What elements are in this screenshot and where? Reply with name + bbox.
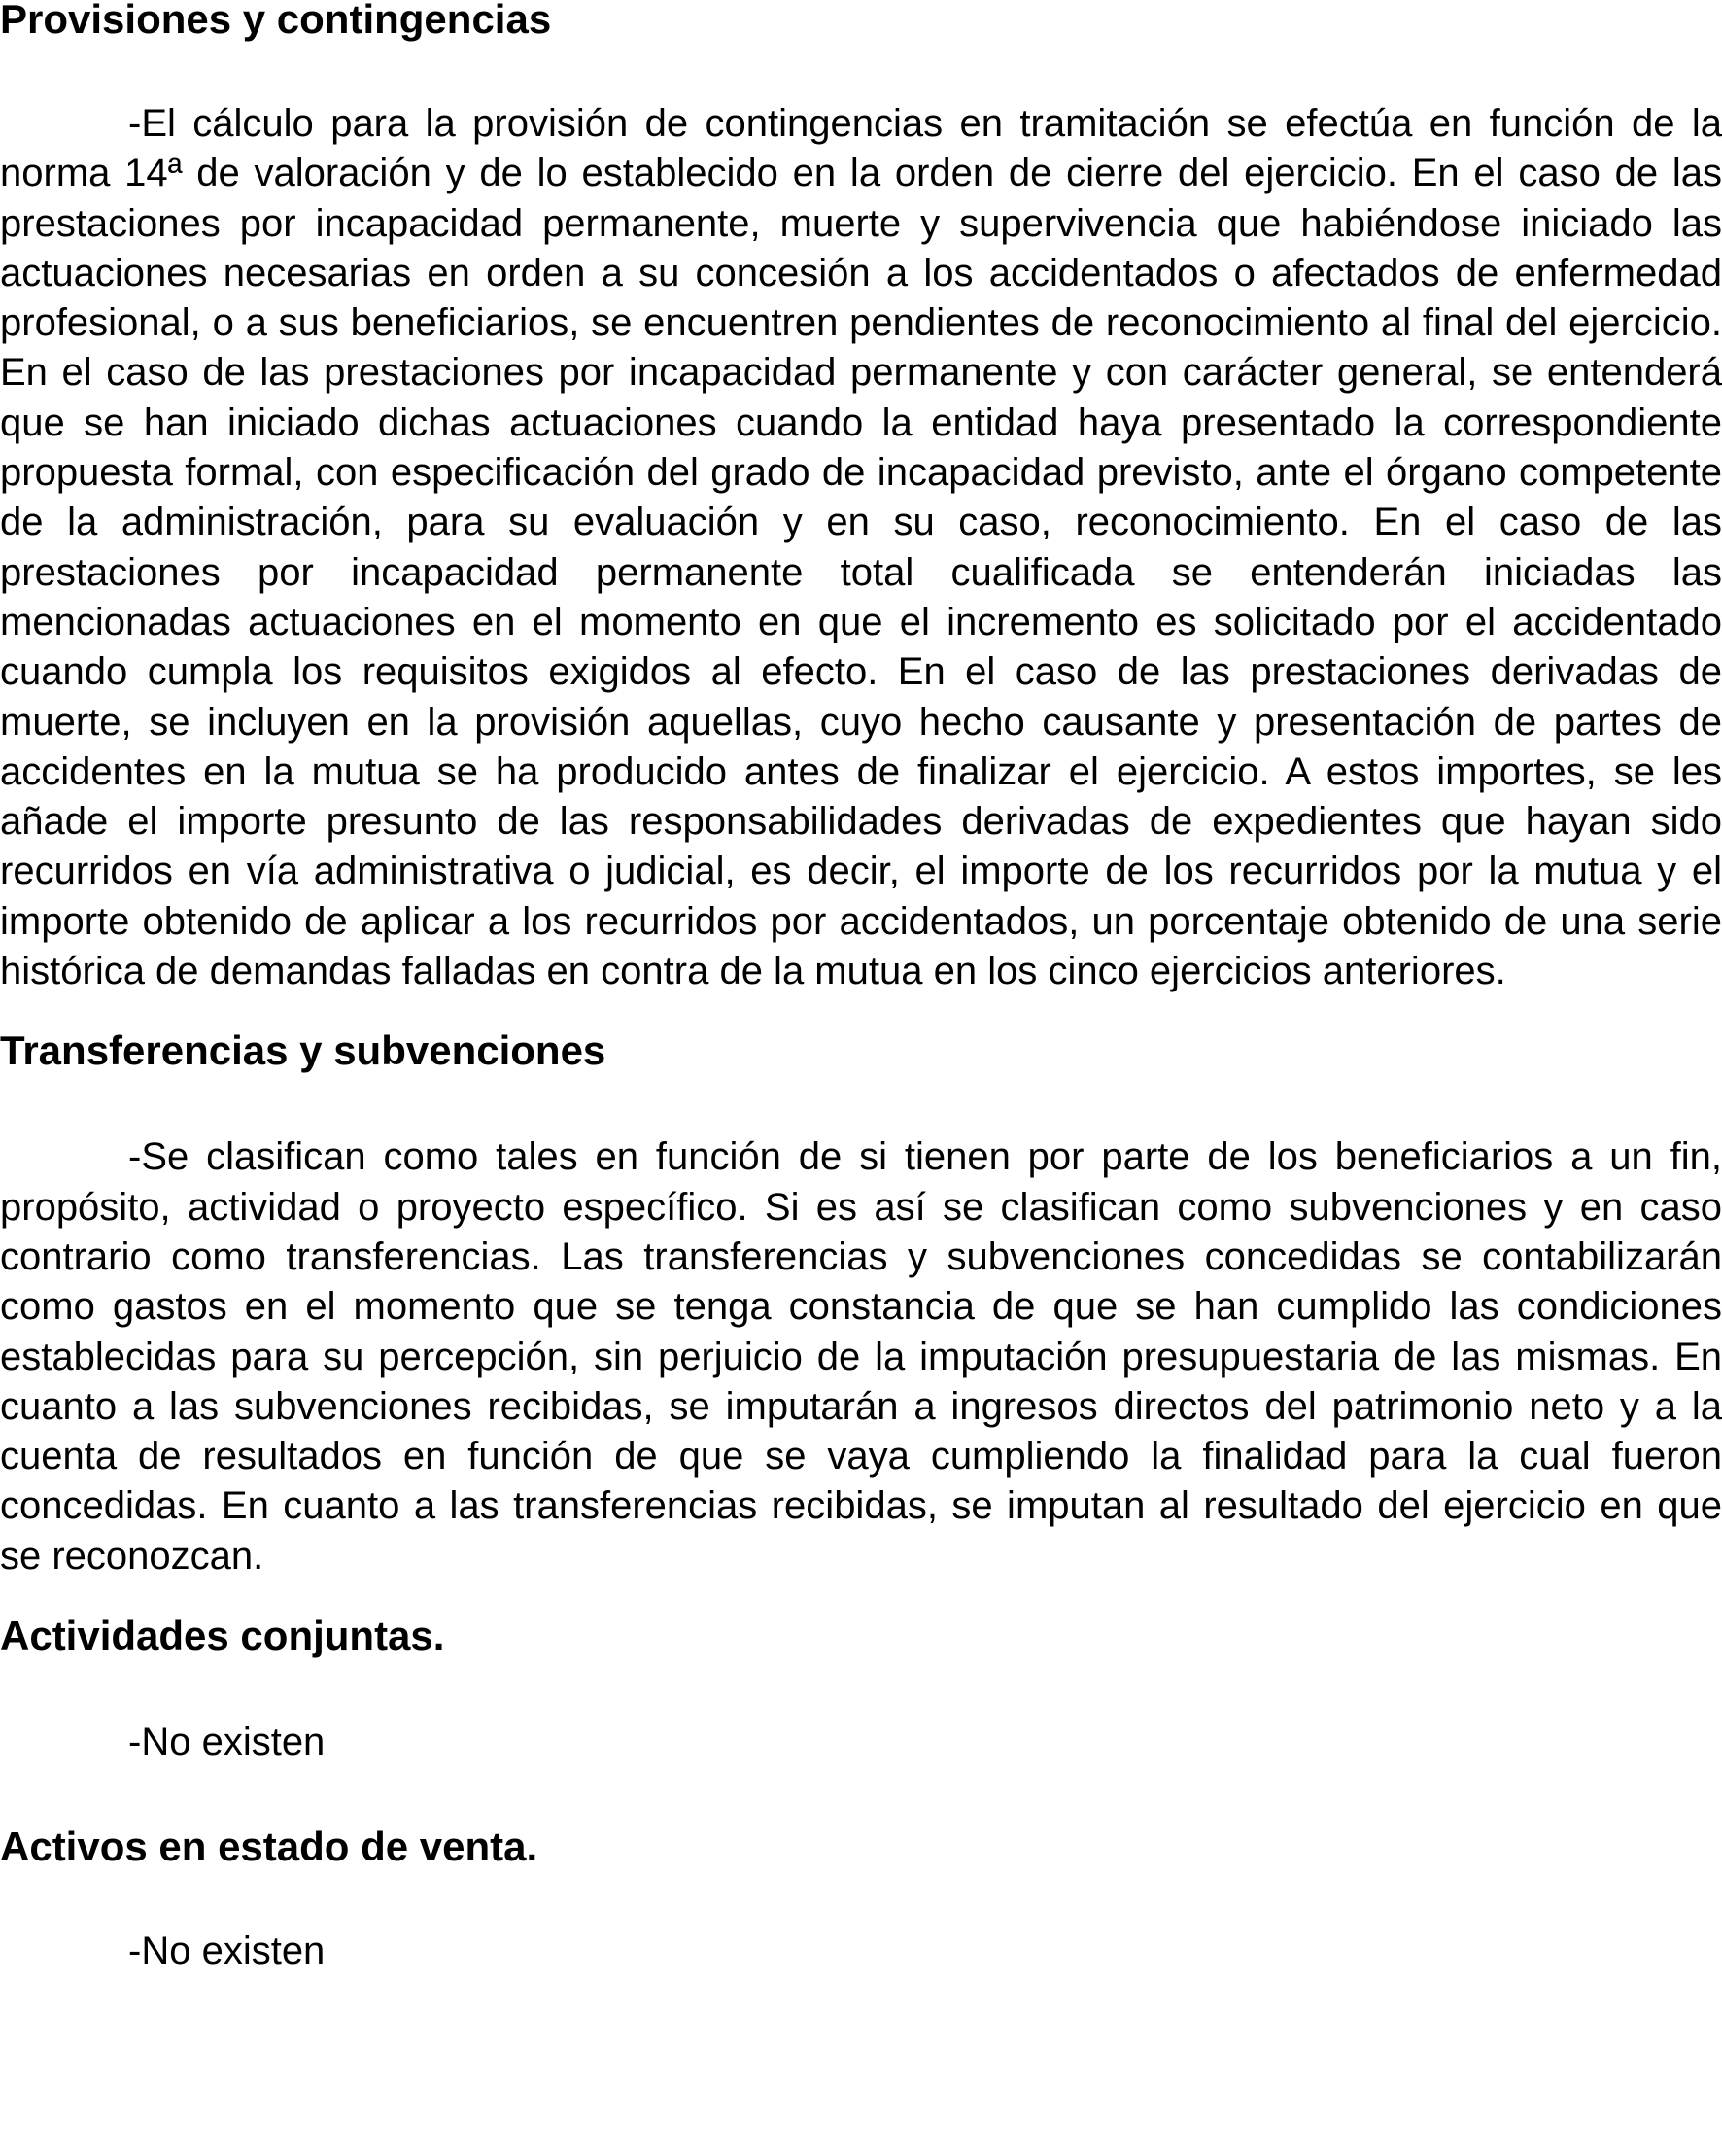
section-body-transferencias: [0, 1132, 1722, 1582]
section-heading-transferencias: Transferencias y subvenciones: [0, 1027, 606, 1074]
section-body-text: -Se clasifican como tales en función de si tienen por parte de los beneficiarios a un fin, propósito, actividad o proyecto específico. Si es así se clasifican como subvenciones y en caso contrario como transferencias. Las transferencias y subvenciones concedidas se contabilizarán como gastos en el momento que se tenga constancia de que se han cumplido las condiciones establecidas para su percepción, sin perjuicio de la imputación presupuestaria de las mismas. En cuanto a las subvenciones recibidas, se imputarán a ingresos directos del patrimonio neto y a la cuenta de resultados en función de que se vaya cumpliendo la finalidad para la cual fueron concedidas. En cuanto a las transferencias recibidas, se imputan al resultado del ejercicio en que se reconozcan.: [0, 1135, 1722, 1578]
section-body-text: -No existen: [128, 1930, 326, 1973]
section-body-text: -El cálculo para la provisión de contingencias en tramitación se efectúa en función de la norma 14ª de valoración y de lo establecido en la orden de cierre del ejercicio. En el caso de las prestaciones por incapacidad permanente, muerte y supervivencia que habiéndose iniciado las actuaciones necesarias en orden a su concesión a los accidentados o afectados de enfermedad profesional, o a sus beneficiarios, se encuentren pendientes de reconocimiento al final del ejercicio. En el caso de las prestaciones por incapacidad permanente y con carácter general, se entenderá que se han iniciado dichas actuaciones cuando la entidad haya presentado la correspondiente propuesta formal, con especificación del grado de incapacidad previsto, ante el órgano competente de la administración, para su evaluación y en su caso, reconocimiento. En el caso de las prestaciones por incapacidad permanente total cualificada se entenderán iniciadas las mencionadas actuaciones en el momento en que el incremento es solicitado por el accidentado cuando cumpla los requisitos exigidos al efecto. En el caso de las prestaciones derivadas de muerte, se incluyen en la provisión aquellas, cuyo hecho causante y presentación de partes de accidentes en la mutua se ha producido antes de finalizar el ejercicio. A estos importes, se les añade el importe presunto de las responsabilidades derivadas de expedientes que hayan sido recurridos en vía administrativa o judicial, es decir, el importe de los recurridos por la mutua y el importe obtenido de aplicar a los recurridos por accidentados, un porcentaje obtenido de una serie histórica de demandas falladas en contra de la mutua en los cinco ejercicios anteriores.: [0, 102, 1722, 993]
section-heading-actividades: Actividades conjuntas.: [0, 1613, 445, 1659]
section-heading-activos: Activos en estado de venta.: [0, 1824, 538, 1870]
section-body-actividades: [0, 1718, 1722, 1767]
section-body-provisiones: [0, 99, 1722, 996]
section-heading-provisiones: Provisiones y contingencias: [0, 0, 552, 42]
section-body-text: -No existen: [128, 1721, 326, 1764]
section-body-activos: [0, 1927, 1722, 1976]
